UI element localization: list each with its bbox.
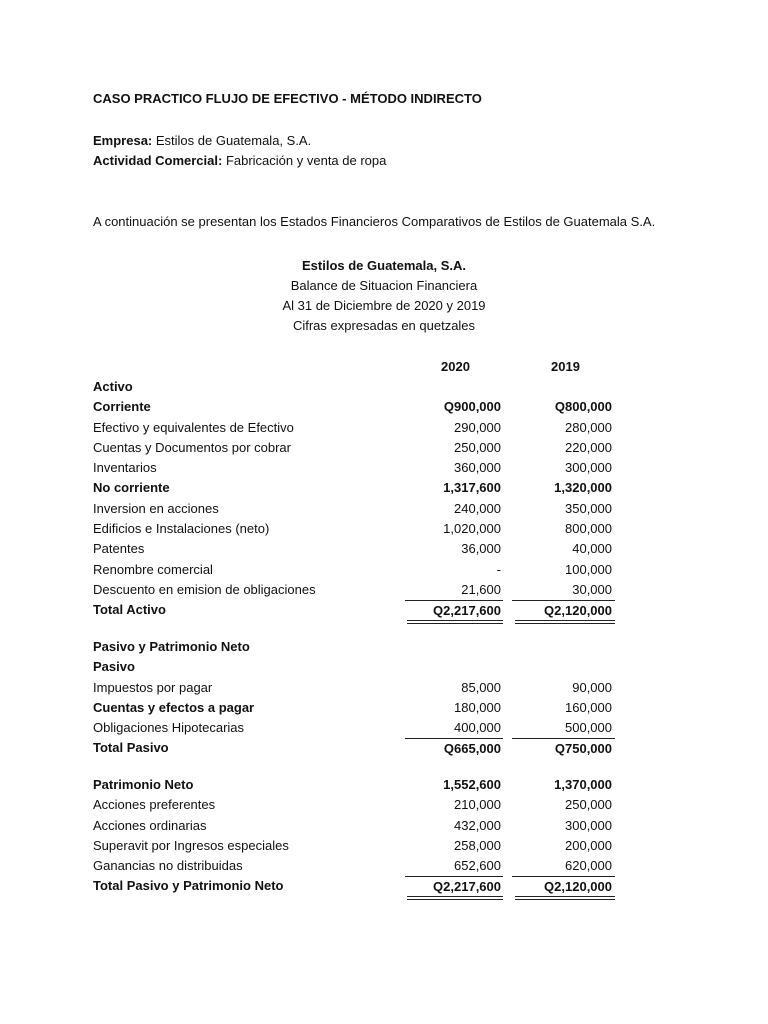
table-row [93, 678, 623, 698]
activity-line [93, 153, 386, 168]
row-label: Total Activo [93, 602, 166, 618]
value-2020: 85,000 [461, 679, 501, 695]
row-label: Descuento en emision de obligaciones [93, 581, 316, 597]
statement-name: Balance de Situacion Financiera [290, 278, 478, 293]
value-2019: Q750,000 [512, 738, 615, 759]
value-2020: 36,000 [461, 541, 501, 557]
table-row [93, 539, 623, 559]
value-2019: 250,000 [565, 797, 612, 813]
table-row [93, 795, 623, 815]
statement-currency: Cifras expresadas en quetzales [292, 318, 476, 333]
row-label: Activo [93, 379, 133, 394]
value-2019: 220,000 [565, 439, 612, 455]
row-label: Acciones preferentes [93, 797, 216, 813]
value-2019: 1,320,000 [554, 480, 612, 496]
value-2020: 1,552,600 [443, 777, 501, 792]
row-label: Cuentas y Documentos por cobrar [93, 439, 291, 455]
company-value: Estilos de Guatemala, S.A. [152, 133, 312, 148]
value-2019: 300,000 [565, 460, 612, 476]
value-2019: 300,000 [565, 817, 612, 833]
row-label: Superavit por Ingresos especiales [93, 837, 289, 853]
table-row [93, 600, 623, 620]
table-row [93, 698, 623, 718]
value-2019: 160,000 [565, 699, 612, 715]
value-2020: Q2,217,600 [405, 876, 503, 897]
row-label: Corriente [93, 399, 151, 415]
table-row [93, 836, 623, 856]
activity-value: Fabricación y venta de ropa [222, 153, 387, 168]
value-2020: 250,000 [454, 439, 501, 455]
value-2020: 1,020,000 [443, 521, 501, 537]
table-row [93, 856, 623, 876]
row-label: Patrimonio Neto [93, 777, 194, 792]
assets-section [93, 377, 623, 621]
value-2019: 280,000 [565, 419, 612, 435]
table-row [93, 478, 623, 498]
equity-section [93, 775, 623, 897]
value-2019: 620,000 [565, 858, 612, 874]
table-row [93, 876, 623, 896]
value-2020: 180,000 [454, 699, 501, 715]
year-header-2019: 2019 [551, 359, 580, 374]
value-2020: 432,000 [454, 817, 501, 833]
value-2020: 1,317,600 [443, 480, 501, 496]
value-2020: 290,000 [454, 419, 501, 435]
value-2020: 652,600 [454, 858, 501, 874]
table-row [93, 738, 623, 758]
row-label: No corriente [93, 480, 170, 496]
value-2019: 350,000 [565, 500, 612, 516]
value-2020: Q665,000 [405, 738, 503, 759]
row-label: Ganancias no distribuidas [93, 858, 243, 874]
value-2019: 200,000 [565, 837, 612, 853]
table-row [93, 377, 623, 397]
company-line [93, 133, 311, 148]
value-2020: 258,000 [454, 837, 501, 853]
value-2020: 240,000 [454, 500, 501, 516]
value-2020: 210,000 [454, 797, 501, 813]
row-label: Cuentas y efectos a pagar [93, 699, 255, 715]
year-header-2020: 2020 [441, 359, 470, 374]
table-row [93, 657, 623, 677]
value-2019: 30,000 [572, 581, 612, 597]
row-label: Total Pasivo [93, 740, 169, 756]
value-2020: Q2,217,600 [405, 600, 503, 621]
table-row [93, 418, 623, 438]
table-row [93, 560, 623, 580]
table-row [93, 816, 623, 836]
row-label: Edificios e Instalaciones (neto) [93, 521, 270, 537]
row-label: Inversion en acciones [93, 500, 219, 516]
value-2020: 400,000 [454, 720, 501, 736]
value-2019: 800,000 [565, 521, 612, 537]
activity-label: Actividad Comercial: [93, 153, 223, 168]
row-label: Inventarios [93, 460, 157, 476]
table-row [93, 438, 623, 458]
liabilities-section [93, 637, 623, 759]
table-row [93, 775, 623, 795]
row-label: Pasivo [93, 659, 135, 675]
statement-company: Estilos de Guatemala, S.A. [302, 258, 466, 273]
row-label: Impuestos por pagar [93, 679, 213, 695]
value-2020: 360,000 [454, 460, 501, 476]
value-2020: Q900,000 [443, 399, 501, 415]
value-2020: - [496, 561, 501, 577]
intro-text: A continuación se presentan los Estados Financieros Comparativos de Estilos de Guatemala S.A. [93, 214, 656, 229]
row-label: Total Pasivo y Patrimonio Neto [93, 878, 284, 894]
row-label: Patentes [93, 541, 145, 557]
row-label: Renombre comercial [93, 561, 213, 577]
value-2019: 90,000 [572, 679, 612, 695]
row-label: Acciones ordinarias [93, 817, 207, 833]
value-2019: Q2,120,000 [512, 600, 615, 621]
value-2019: Q2,120,000 [512, 876, 615, 897]
row-label: Obligaciones Hipotecarias [93, 720, 245, 736]
table-row [93, 519, 623, 539]
table-row [93, 580, 623, 600]
value-2019: Q800,000 [554, 399, 612, 415]
value-2019: 100,000 [565, 561, 612, 577]
statement-date: Al 31 de Diciembre de 2020 y 2019 [282, 298, 486, 313]
row-label: Efectivo y equivalentes de Efectivo [93, 419, 294, 435]
row-label: Pasivo y Patrimonio Neto [93, 639, 250, 654]
table-row [93, 637, 623, 657]
table-row [93, 397, 623, 417]
table-row [93, 718, 623, 738]
document-title: CASO PRACTICO FLUJO DE EFECTIVO - MÉTODO INDIRECTO [93, 91, 482, 106]
company-label: Empresa: [93, 133, 153, 148]
value-2020: 21,600 [461, 581, 501, 597]
table-row [93, 458, 623, 478]
table-row [93, 499, 623, 519]
value-2019: 40,000 [572, 541, 612, 557]
value-2019: 1,370,000 [554, 777, 612, 792]
value-2019: 500,000 [565, 720, 612, 736]
